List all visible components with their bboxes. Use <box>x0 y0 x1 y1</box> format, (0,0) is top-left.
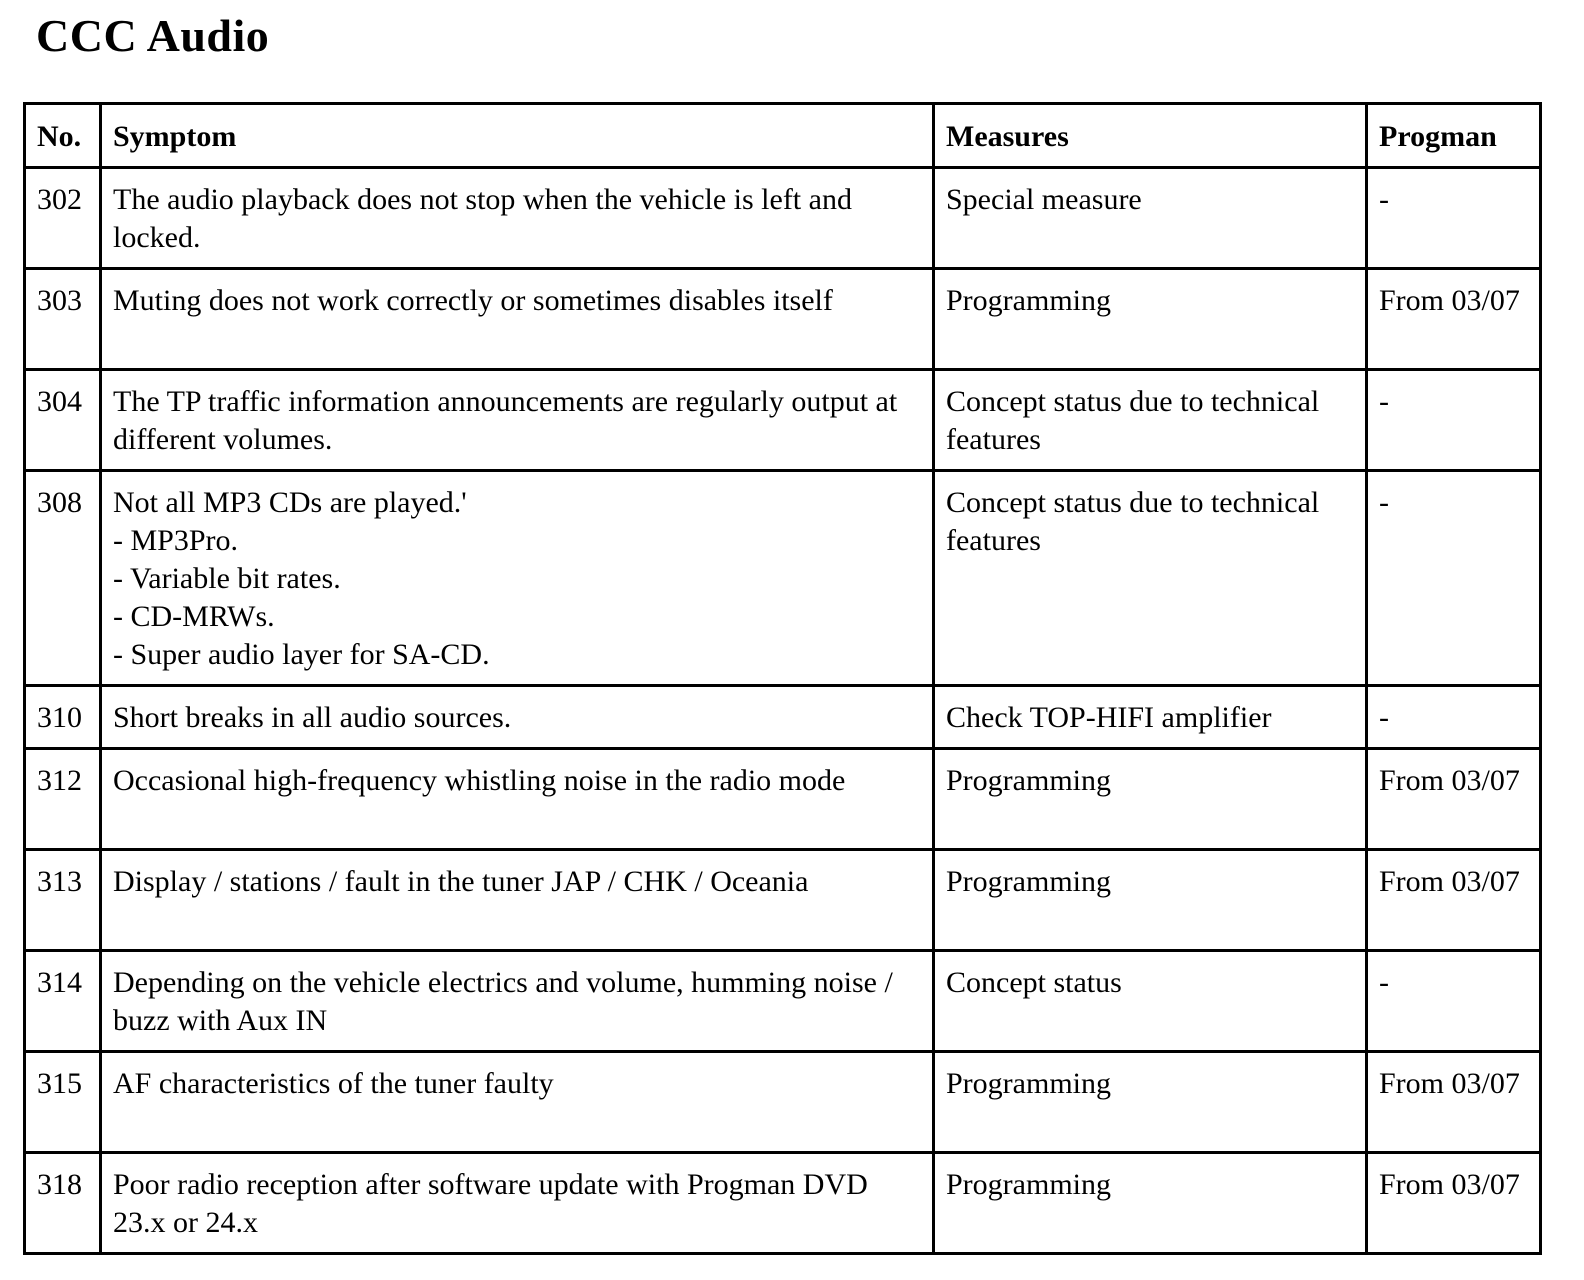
cell-symptom <box>101 686 934 749</box>
cell-measures: Check TOP-HIFI amplifier <box>934 686 1367 749</box>
cell-progman: From 03/07 <box>1367 1052 1541 1153</box>
header-no: No. <box>25 104 101 168</box>
cell-no: 312 <box>25 749 101 850</box>
cell-progman: From 03/07 <box>1367 1153 1541 1254</box>
cell-symptom <box>101 951 934 1052</box>
cell-symptom <box>101 471 934 686</box>
cell-no: 315 <box>25 1052 101 1153</box>
cell-no: 318 <box>25 1153 101 1254</box>
table-row <box>25 471 1541 686</box>
cell-symptom <box>101 1052 934 1153</box>
cell-progman: - <box>1367 951 1541 1052</box>
table-row <box>25 686 1541 749</box>
header-symptom: Symptom <box>101 104 934 168</box>
symptom-text: AF characteristics of the tuner faulty <box>113 1067 554 1100</box>
symptom-text: Not all MP3 CDs are played.' - MP3Pro. - Variable bit rates. - CD-MRWs. - Super audio layer for SA-CD. <box>113 486 490 671</box>
header-progman: Progman <box>1367 104 1541 168</box>
cell-progman: From 03/07 <box>1367 749 1541 850</box>
cell-no: 310 <box>25 686 101 749</box>
cell-no: 314 <box>25 951 101 1052</box>
table-row <box>25 1153 1541 1254</box>
symptom-text: Occasional high-frequency whistling noise in the radio mode <box>113 764 846 797</box>
symptom-text: Short breaks in all audio sources. <box>113 701 512 734</box>
cell-symptom <box>101 850 934 951</box>
cell-measures: Concept status due to technical features <box>934 370 1367 471</box>
cell-measures: Concept status due to technical features <box>934 471 1367 686</box>
cell-no: 304 <box>25 370 101 471</box>
table-row <box>25 951 1541 1052</box>
table-header-row <box>25 104 1541 168</box>
page-title: CCC Audio <box>36 10 270 61</box>
cell-progman: From 03/07 <box>1367 269 1541 370</box>
cell-symptom <box>101 1153 934 1254</box>
cell-measures: Programming <box>934 749 1367 850</box>
table-row <box>25 1052 1541 1153</box>
cell-measures: Programming <box>934 1052 1367 1153</box>
table-row <box>25 168 1541 269</box>
cell-measures: Special measure <box>934 168 1367 269</box>
cell-progman: From 03/07 <box>1367 850 1541 951</box>
cell-progman: - <box>1367 168 1541 269</box>
cell-progman: - <box>1367 471 1541 686</box>
symptom-text: The TP traffic information announcements are regularly output at different volumes. <box>113 385 898 456</box>
table-row <box>25 370 1541 471</box>
symptom-text: Depending on the vehicle electrics and volume, humming noise / buzz with Aux IN <box>113 966 893 1037</box>
cell-no: 313 <box>25 850 101 951</box>
symptom-table <box>23 102 1542 1255</box>
symptom-text: The audio playback does not stop when the vehicle is left and locked. <box>113 183 852 254</box>
header-measures: Measures <box>934 104 1367 168</box>
cell-symptom <box>101 168 934 269</box>
table-row <box>25 749 1541 850</box>
cell-symptom <box>101 269 934 370</box>
table-row <box>25 269 1541 370</box>
cell-no: 308 <box>25 471 101 686</box>
cell-measures: Programming <box>934 850 1367 951</box>
cell-measures: Concept status <box>934 951 1367 1052</box>
cell-measures: Programming <box>934 269 1367 370</box>
cell-measures: Programming <box>934 1153 1367 1254</box>
cell-no: 302 <box>25 168 101 269</box>
table-row <box>25 850 1541 951</box>
cell-progman: - <box>1367 370 1541 471</box>
symptom-text: Poor radio reception after software update with Progman DVD 23.x or 24.x <box>113 1168 868 1239</box>
cell-symptom <box>101 370 934 471</box>
cell-no: 303 <box>25 269 101 370</box>
symptom-text: Display / stations / fault in the tuner JAP / CHK / Oceania <box>113 865 809 898</box>
symptom-text: Muting does not work correctly or sometimes disables itself <box>113 284 833 317</box>
cell-symptom <box>101 749 934 850</box>
cell-progman: - <box>1367 686 1541 749</box>
